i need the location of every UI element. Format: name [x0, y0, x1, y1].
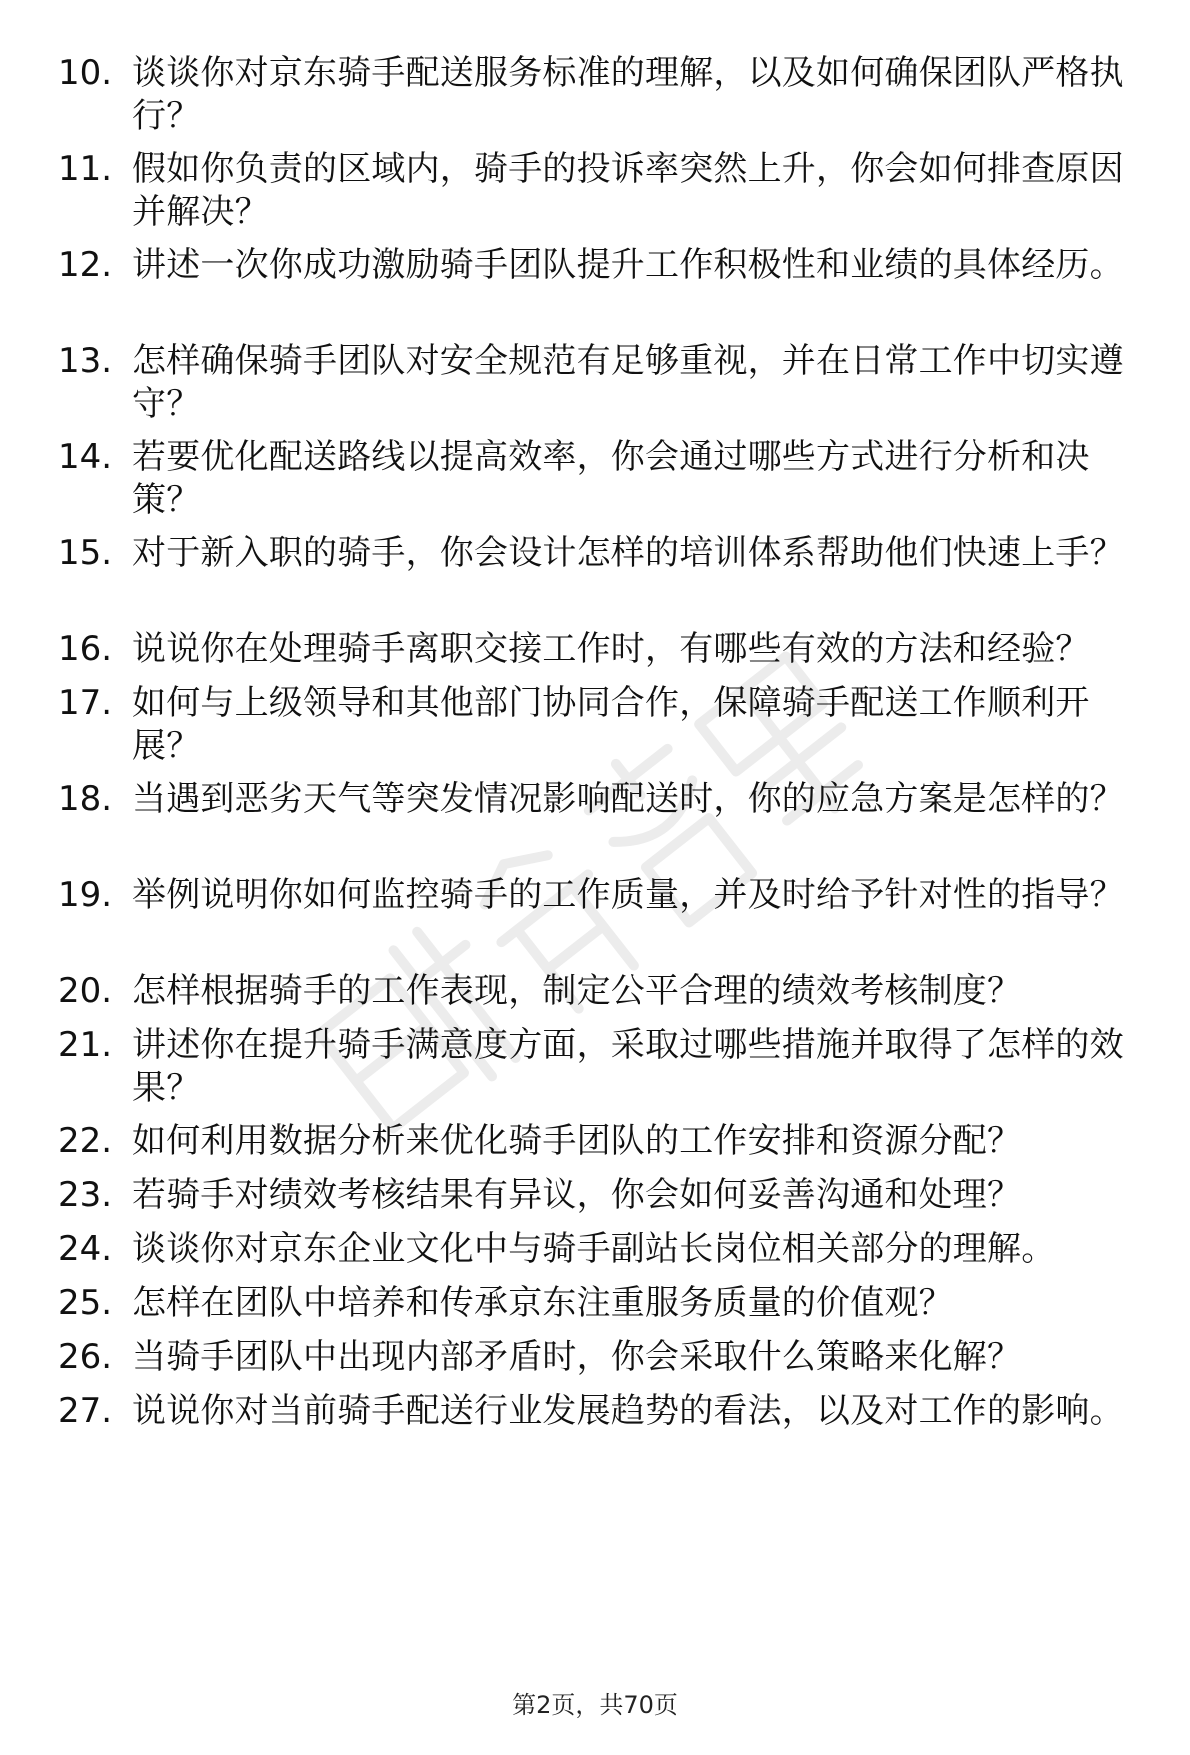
question-text: 说说你在处理骑手离职交接工作时，有哪些有效的方法和经验？: [132, 629, 1090, 669]
question-number: 17.: [58, 683, 113, 723]
question-number: 20.: [58, 971, 113, 1011]
question-number: 19.: [58, 875, 113, 915]
question-text: 假如你负责的区域内，骑手的投诉率突然上升，你会如何排查原因并解决？: [132, 149, 1124, 232]
page-footer: [0, 1690, 1190, 1720]
question-number: 24.: [58, 1229, 113, 1269]
question-text: 对于新入职的骑手，你会设计怎样的培训体系帮助他们快速上手？: [132, 533, 1124, 573]
question-text: 举例说明你如何监控骑手的工作质量，并及时给予针对性的指导？: [132, 875, 1124, 915]
list-item: [0, 874, 1190, 970]
question-number: 26.: [58, 1337, 113, 1377]
question-text: 若要优化配送路线以提高效率，你会通过哪些方式进行分析和决策？: [132, 437, 1090, 520]
question-text: 怎样确保骑手团队对安全规范有足够重视，并在日常工作中切实遵守？: [132, 341, 1124, 424]
question-list: [0, 52, 1190, 1486]
question-number: 25.: [58, 1283, 113, 1323]
question-text: 当遇到恶劣天气等突发情况影响配送时，你的应急方案是怎样的？: [132, 779, 1124, 819]
question-text: 如何利用数据分析来优化骑手团队的工作安排和资源分配？: [132, 1121, 1022, 1161]
list-item: [0, 148, 1190, 244]
question-text: 若骑手对绩效考核结果有异议，你会如何妥善沟通和处理？: [132, 1175, 1022, 1215]
question-number: 23.: [58, 1175, 113, 1215]
question-text: 讲述一次你成功激励骑手团队提升工作积极性和业绩的具体经历。: [132, 245, 1124, 285]
list-item: [0, 340, 1190, 436]
list-item: [0, 1174, 1190, 1228]
question-number: 11.: [58, 149, 113, 189]
list-item: [0, 436, 1190, 532]
list-item: [0, 52, 1190, 148]
list-item: [0, 1120, 1190, 1174]
question-text: 讲述你在提升骑手满意度方面，采取过哪些措施并取得了怎样的效果？: [132, 1025, 1124, 1108]
list-item: [0, 1228, 1190, 1282]
list-item: [0, 532, 1190, 628]
question-text: 谈谈你对京东骑手配送服务标准的理解，以及如何确保团队严格执行？: [132, 53, 1124, 136]
question-text: 谈谈你对京东企业文化中与骑手副站长岗位相关部分的理解。: [132, 1229, 1056, 1269]
question-text: 如何与上级领导和其他部门协同合作，保障骑手配送工作顺利开展？: [132, 683, 1090, 766]
list-item: [0, 778, 1190, 874]
list-item: [0, 1390, 1190, 1486]
list-item: [0, 244, 1190, 340]
question-text: 当骑手团队中出现内部矛盾时，你会采取什么策略来化解？: [132, 1337, 1022, 1377]
list-item: [0, 970, 1190, 1024]
page-number-label: 第2页，共70页: [512, 1691, 678, 1719]
question-number: 18.: [58, 779, 113, 819]
question-number: 27.: [58, 1391, 113, 1431]
question-number: 12.: [58, 245, 113, 285]
question-number: 16.: [58, 629, 113, 669]
list-item: [0, 1024, 1190, 1120]
question-number: 21.: [58, 1025, 113, 1065]
list-item: [0, 1282, 1190, 1336]
question-text: 说说你对当前骑手配送行业发展趋势的看法，以及对工作的影响。: [132, 1391, 1124, 1431]
question-number: 14.: [58, 437, 113, 477]
list-item: [0, 628, 1190, 682]
question-number: 22.: [58, 1121, 113, 1161]
list-item: [0, 682, 1190, 778]
question-number: 13.: [58, 341, 113, 381]
question-number: 15.: [58, 533, 113, 573]
question-text: 怎样根据骑手的工作表现，制定公平合理的绩效考核制度？: [132, 971, 1022, 1011]
question-number: 10.: [58, 53, 113, 93]
list-item: [0, 1336, 1190, 1390]
question-text: 怎样在团队中培养和传承京东注重服务质量的价值观？: [132, 1283, 953, 1323]
